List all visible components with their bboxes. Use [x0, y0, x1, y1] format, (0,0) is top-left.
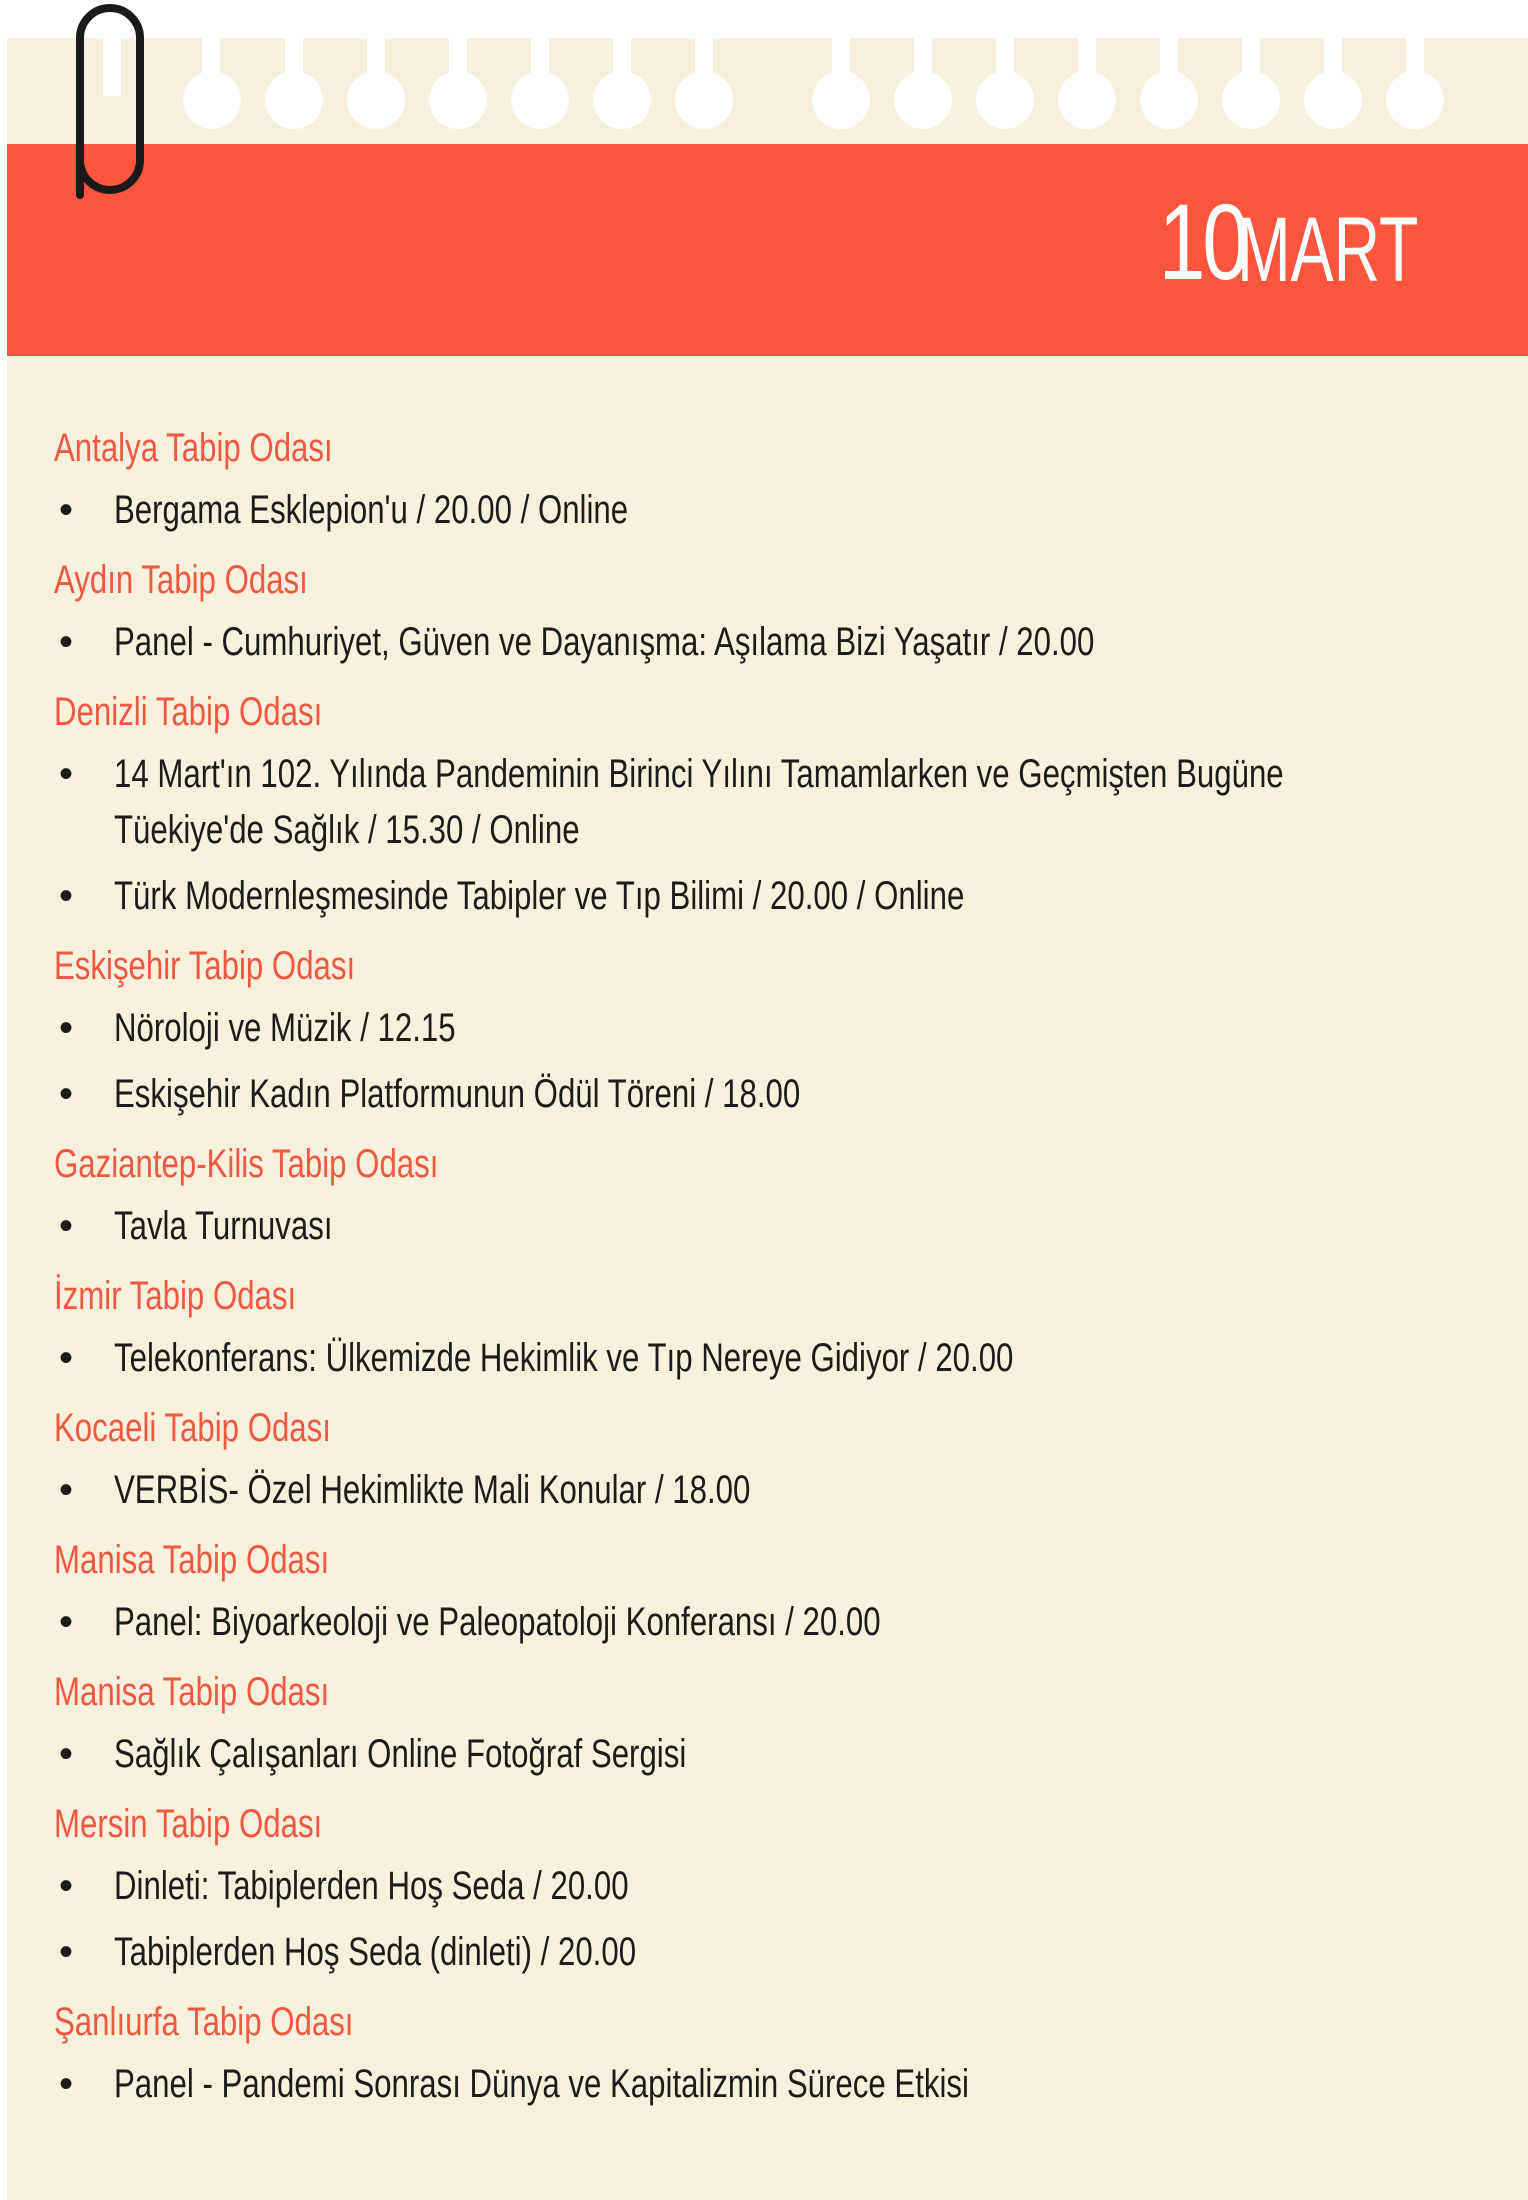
binding-tab: [202, 38, 220, 96]
organization-heading: Eskişehir Tabip Odası: [54, 944, 356, 988]
date-day: 10: [1159, 181, 1247, 302]
organization-heading: Manisa Tabip Odası: [54, 1538, 330, 1582]
event-item: [54, 746, 1474, 858]
event-item: [54, 1594, 1474, 1650]
bullet-icon: •: [58, 1600, 73, 1644]
event-item: [54, 1198, 1474, 1254]
event-text: Nöroloji ve Müzik / 12.15: [114, 1006, 456, 1050]
event-text: 14 Mart'ın 102. Yılında Pandeminin Birinci Yılını Tamamlarken ve Geçmişten Bugüne Tüekiye'de Sağlık / 15.30 / Online: [114, 752, 1284, 852]
binding-tab: [1160, 38, 1178, 96]
event-text: Telekonferans: Ülkemizde Hekimlik ve Tıp Nereye Gidiyor / 20.00: [114, 1336, 1014, 1380]
binding-tab: [1324, 38, 1342, 96]
event-text: Panel: Biyoarkeoloji ve Paleopatoloji Konferansı / 20.00: [114, 1600, 881, 1644]
organization-heading: İzmir Tabip Odası: [54, 1274, 297, 1318]
organization-heading: Şanlıurfa Tabip Odası: [54, 2000, 354, 2044]
binding-tab: [613, 38, 631, 96]
binding-tab: [1078, 38, 1096, 96]
binding-tab: [1242, 38, 1260, 96]
bullet-icon: •: [58, 874, 73, 918]
organization-heading: Aydın Tabip Odası: [54, 558, 308, 602]
binding-tab: [695, 38, 713, 96]
bullet-icon: •: [58, 620, 73, 664]
event-item: [54, 1330, 1474, 1386]
event-item: [54, 1726, 1474, 1782]
event-text: Tabiplerden Hoş Seda (dinleti) / 20.00: [114, 1930, 637, 1974]
event-text: Sağlık Çalışanları Online Fotoğraf Sergisi: [114, 1732, 687, 1776]
event-text: Dinleti: Tabiplerden Hoş Seda / 20.00: [114, 1864, 629, 1908]
event-text: Panel - Pandemi Sonrası Dünya ve Kapitalizmin Sürece Etkisi: [114, 2062, 969, 2106]
bullet-icon: •: [58, 1864, 73, 1908]
organization-heading: Manisa Tabip Odası: [54, 1670, 330, 1714]
bullet-icon: •: [58, 2062, 73, 2106]
bullet-icon: •: [58, 1336, 73, 1380]
event-item: [54, 1858, 1474, 1914]
bullet-icon: •: [58, 1006, 73, 1050]
binding-tab: [367, 38, 385, 96]
bullet-icon: •: [58, 1468, 73, 1512]
binding-tab: [914, 38, 932, 96]
bullet-icon: •: [58, 1072, 73, 1116]
bullet-icon: •: [58, 1204, 73, 1248]
event-text: Eskişehir Kadın Platformunun Ödül Töreni / 18.00: [114, 1072, 801, 1116]
organization-heading: Mersin Tabip Odası: [54, 1802, 323, 1846]
event-item: [54, 1924, 1474, 1980]
binding-tab: [1406, 38, 1424, 96]
bullet-icon: •: [58, 1732, 73, 1776]
event-item: [54, 614, 1474, 670]
organization-heading: Kocaeli Tabip Odası: [54, 1406, 331, 1450]
event-text: Türk Modernleşmesinde Tabipler ve Tıp Bilimi / 20.00 / Online: [114, 874, 965, 918]
event-list: [54, 416, 1474, 2122]
event-item: [54, 2056, 1474, 2112]
date-title: [1134, 181, 1496, 302]
event-item: [54, 482, 1474, 538]
binding-tab: [285, 38, 303, 96]
binding-tab: [832, 38, 850, 96]
event-text: Bergama Esklepion'u / 20.00 / Online: [114, 488, 629, 532]
binding-tab: [531, 38, 549, 96]
bullet-icon: •: [58, 488, 73, 532]
event-item: [54, 1066, 1474, 1122]
event-text: VERBİS- Özel Hekimlikte Mali Konular / 18.00: [114, 1468, 751, 1512]
event-item: [54, 1000, 1474, 1056]
event-text: Panel - Cumhuriyet, Güven ve Dayanışma: Aşılama Bizi Yaşatır / 20.00: [114, 620, 1095, 664]
date-month: MART: [1237, 199, 1419, 301]
organization-heading: Denizli Tabip Odası: [54, 690, 323, 734]
event-text: Tavla Turnuvası: [114, 1204, 333, 1248]
paper-clip-icon: [42, 0, 162, 210]
event-item: [54, 868, 1474, 924]
bullet-icon: •: [58, 752, 73, 796]
bullet-icon: •: [58, 1930, 73, 1974]
organization-heading: Antalya Tabip Odası: [54, 426, 333, 470]
binding-tab: [449, 38, 467, 96]
organization-heading: Gaziantep-Kilis Tabip Odası: [54, 1142, 439, 1186]
event-item: [54, 1462, 1474, 1518]
binding-tab: [996, 38, 1014, 96]
